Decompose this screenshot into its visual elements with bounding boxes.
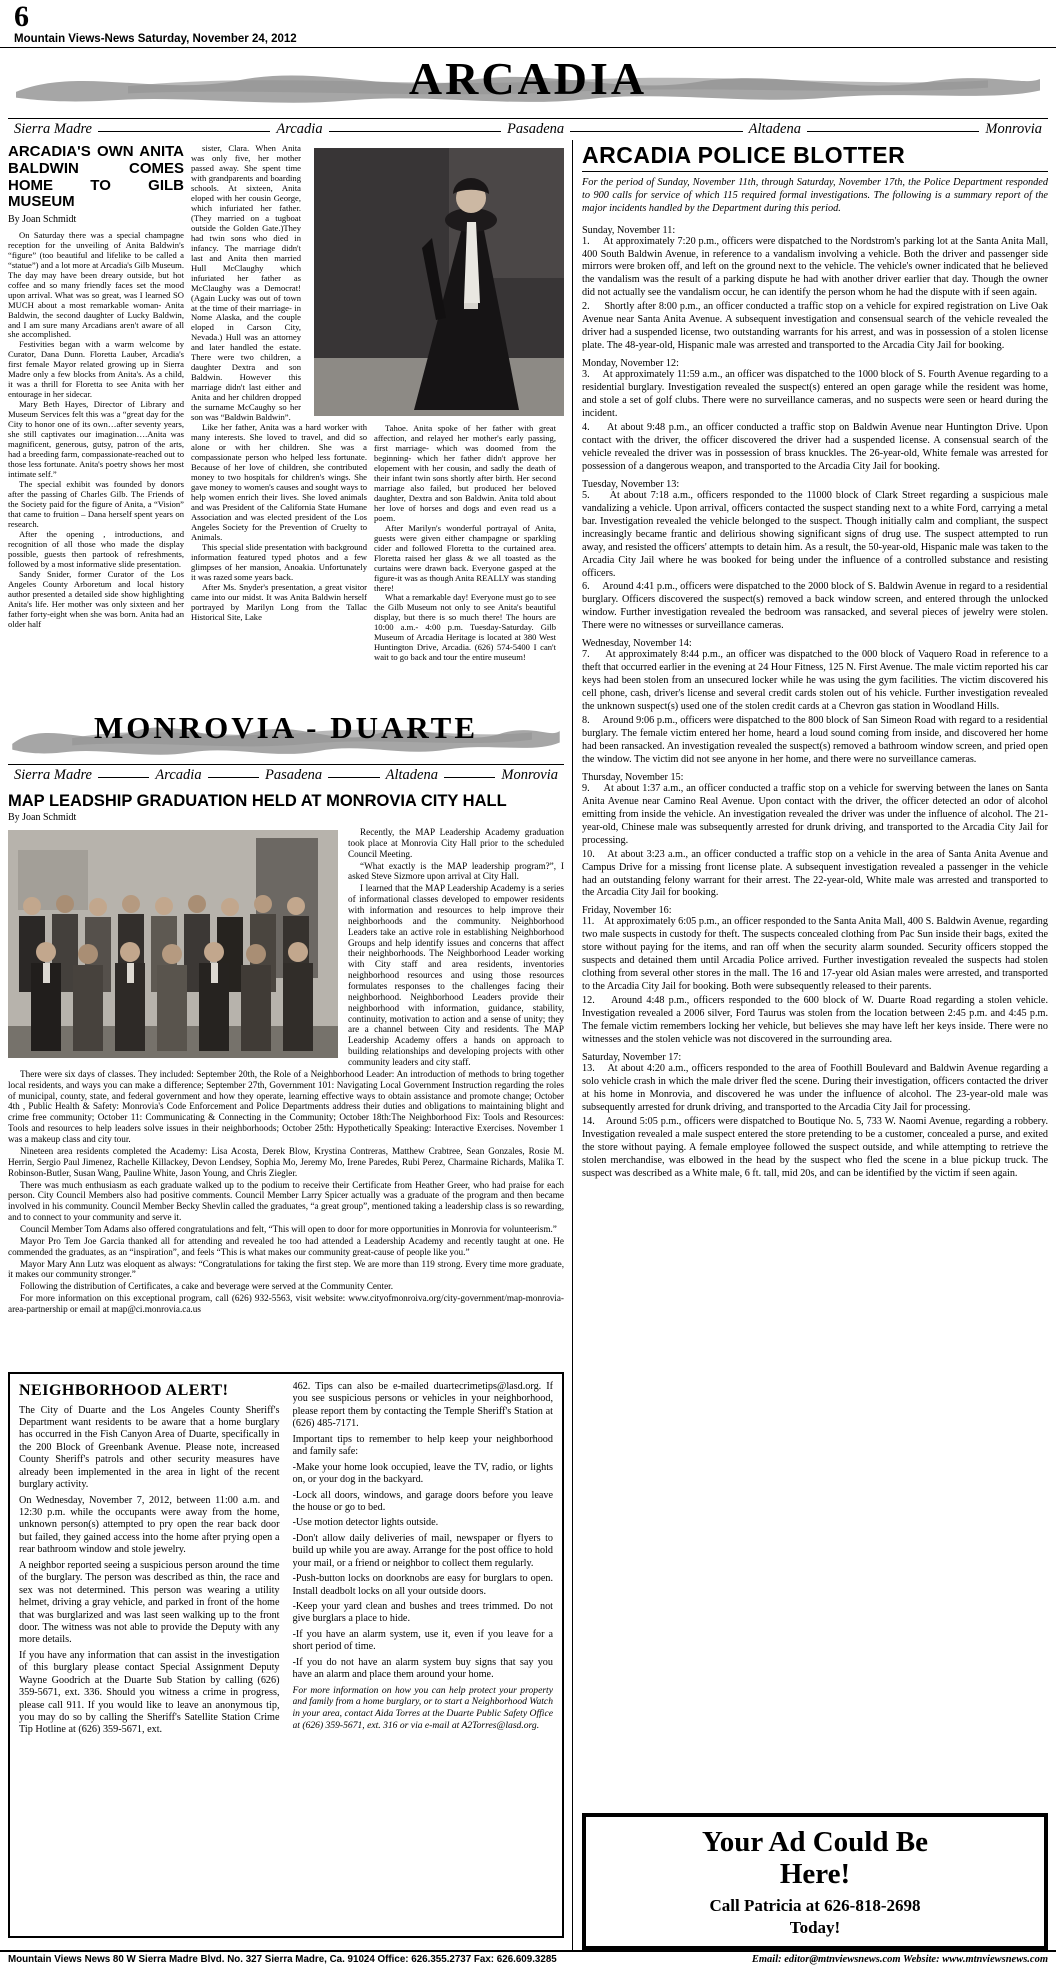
alert-headline: NEIGHBORHOOD ALERT!	[19, 1382, 229, 1399]
main-content	[0, 140, 1056, 1950]
blotter-entry: 13. At about 4:20 a.m., officers responded to the area of Foothill Boulevard and Baldwin Avenue regarding a solo vehicle crash in which the male driver fled the scene. During their investigation, officers contacted the driver at his home in Monrovia, and discovered he was under the influence of alcohol. The 23-year-old male was subsequently arrested for drunk driving, and transported to the Arcadia City Jail for processing.	[582, 1062, 1048, 1113]
banner-rule	[807, 131, 979, 132]
anita-col-1	[8, 144, 184, 696]
alert-col1-text	[19, 1405, 280, 1737]
ad-phone-line: Call Patricia at 626-818-2698	[709, 1896, 921, 1915]
anita-col-3	[374, 144, 556, 696]
article-paragraph: Like her father, Anita was a hard worker with many interests. She loved to travel, and did so alone or with her children. She was a compassionate person who helped less fortunate. Because of her love of children, she contributed money to two hospitals for children's wings. She gave money to women's causes and sought ways to help women enrich their lives. She loved animals and was President of the California State Humane Association and was elected president of the Los Angeles Society for the Prevention of Cruelty to Animals.	[191, 422, 367, 542]
masthead: Mountain Views-News Saturday, November 24, 2012	[14, 33, 297, 45]
banner-rule	[570, 131, 742, 132]
map-graduation-article	[8, 792, 564, 1367]
banner-city-label: Pasadena	[265, 767, 323, 783]
alert-paragraph: -Lock all doors, windows, and garage doors before you leave the house or go to bed.	[292, 1489, 553, 1513]
banner-rule	[444, 777, 495, 778]
blotter-day-heading: Monday, November 12:	[582, 358, 679, 370]
banner-city-label: Altadena	[385, 767, 438, 783]
photo-wrap-spacer	[301, 144, 367, 420]
article-paragraph: Festivities began with a warm welcome by Curator, Dana Dunn. Floretta Lauber, Arcadia's first female Mayor related growing up in Sierra Madre only a few blocks from Anita's. As a child, it was a thrill for Floretta to see Anita with her entourage in her sidecar.	[8, 339, 184, 400]
blotter-entry: 4. At about 9:48 p.m., an officer conducted a traffic stop on Baldwin Avenue near Huntington Drive. Upon contact with the driver, the officer discovered the driver had a suspended license. A consensual search of the vehicle revealed the driver was in possession of brass knuckles. The 26-year-old, White female was arrested for possession of a dangerous weapon, and transported to the Arcadia City Jail for booking.	[582, 421, 1048, 472]
banner-city-label: Pasadena	[507, 121, 565, 137]
banner-rule	[328, 777, 379, 778]
left-column	[8, 140, 572, 1950]
banner-rule	[98, 777, 149, 778]
blotter-entry: 1. At approximately 7:20 p.m., officers were dispatched to the Nordstrom's parking lot at the Santa Anita Mall, 400 South Baldwin Avenue, in reference to a vandalism involving a vehicle. Both the driver and passenger side mirrors were broken off, and left on the ground next to the vehicle. The vehicle's owner indicated that he believed the vandalism was the result of a parking dispute he had with another driver earlier that day. Though the owner did not actually see the vandalism occur, he can identify the person whom he had the dispute with if seen again.	[582, 235, 1048, 299]
alert-paragraph: 462. Tips can also be e-mailed duartecrimetips@lasd.org. If you see suspicious persons or vehicles in your neighborhood, please report them by contacting the Temple Sheriff's Station at (626) 485-7171.	[292, 1381, 553, 1430]
neighborhood-alert-box	[8, 1372, 564, 1938]
article-paragraph: This special slide presentation with background information featured typed photos and a few glimpses of her mansion, Anoakia. Unfortunately it was razed some years back.	[191, 541, 367, 582]
article-paragraph: After the opening , introductions, and recognition of all those who made the display possible, guests then partook of refreshments, followed by a most informative slide presentation.	[8, 528, 184, 569]
banner-city-label: Sierra Madre	[14, 121, 92, 137]
blotter-headline: ARCADIA POLICE BLOTTER	[582, 142, 1048, 172]
alert-paragraph: -Keep your yard clean and bushes and trees trimmed. Do not give burglars a place to hide.	[292, 1601, 553, 1625]
blotter-day-heading: Tuesday, November 13:	[582, 478, 680, 490]
blotter-day-heading: Thursday, November 15:	[582, 771, 684, 783]
article-paragraph: Mary Beth Hayes, Director of Library and Museum Services felt this was a “great day for the City to honor one of its own…after seventy years, she still captivates our imagination….Anita was magnificent, generous, gutsy, patron of the arts, had a breeding farm, compassionate-reached out to those less fortunate. Anita's poetry shows her most intimate self.”	[8, 399, 184, 480]
article-paragraph: Council Member Tom Adams also offered congratulations and felt, “This will open to door for more opportunities in Monrovia for volunteerism.”	[20, 1223, 557, 1234]
banner-city-label: Altadena	[748, 121, 801, 137]
article-paragraph: Nineteen area residents completed the Academy: Lisa Acosta, Derek Blow, Krystina Contreras, Matthew Crabtree, Sean Gonzales, Rosie M. Herrin, Sergio Paul Jimenez, Rachelle Killackey, Devon Lendsey, Sophia Mo, Jeremy Mo, Irene Paredes, Rubi Perez, Charmaine Richards, Malika T. Robinson-Butler, Susan Wang, Pauline White, Jason Young, and Chris Ziegler.	[8, 1145, 564, 1178]
article-paragraph: Sandy Snider, former Curator of the Los Angeles County Arboretum and local history author presented a detailed side show highlighting Anita's life. Her mother was only sixteen and her father forty-eight when she was born. Anita had an older half	[8, 568, 184, 629]
blotter-entry: 7. At approximately 8:44 p.m., an officer was dispatched to the 000 block of Vaquero Road in reference to a theft that occurred earlier in the evening at 24 Hour Fitness, 125 N. First Avenue. The male victim reported his car keys had been stolen from an unsecured locker while he was using the gym facilities. The victim discovered his cell phone, cash, driver's license and several credit cards stolen out of his vehicle. Further investigation revealed the unknown suspect(s) used one of the stolen credit cards at a Chevron gas station in Woodland Hills.	[582, 649, 1048, 713]
anita-col1-text	[8, 231, 184, 630]
blotter-body	[582, 220, 1048, 1182]
anita-col-2	[191, 144, 367, 696]
anita-baldwin-article	[8, 144, 564, 696]
blotter-day-heading: Wednesday, November 14:	[582, 638, 692, 650]
blotter-day-heading: Saturday, November 17:	[582, 1051, 682, 1063]
alert-col2-text	[293, 1381, 554, 1682]
banner-rule	[98, 131, 270, 132]
anita-article-body	[8, 144, 564, 696]
alert-paragraph: -If you do not have an alarm system buy signs that say you have an alarm and place them around your home.	[292, 1656, 553, 1681]
footer-address: Mountain Views News 80 W Sierra Madre Blvd. No. 327 Sierra Madre, Ca. 91024 Office: 626.355.2737 Fax: 626.609.3285	[8, 1954, 557, 1965]
blotter-entry: 14. Around 5:05 p.m., officers were dispatched to Boutique No. 5, 733 W. Naomi Avenue, regarding a robbery. Investigation revealed a male suspect entered the store pretending to be a customer, concealed a purse, and exited the store without paying. A female employee followed the suspect outside, and while attempting to retrieve the stolen merchandise, was elbowed in the head by the suspect who fled the scene in a blue pickup truck. The suspect was described as a White male, 6 ft. tall, mid 20s, and can be identified by the victim if seen again.	[582, 1115, 1048, 1179]
banner-rule	[208, 777, 259, 778]
arcadia-banner-title: ARCADIA	[408, 53, 648, 104]
blotter-entry: 10. At about 3:23 a.m., an officer conducted a traffic stop on a vehicle in the area of Santa Anita Avenue and Campus Drive for a missing front license plate. A subsequent investigation revealed a passenger in the vehicle had an outstanding felony warrant for their arrest. The 22-year-old, White male was arrested and transported to the Arcadia City Jail for booking.	[582, 848, 1048, 899]
article-paragraph: Following the distribution of Certificates, a cake and beverage were served at the Community Center.	[20, 1281, 394, 1292]
alert-contact-note: For more information on how you can help protect your property and family from a home burglary, or to start a Neighborhood Watch in your area, contact Aida Torres at the Duarte Public Safety Office at (626) 359-5671, ext. 316 or via e-mail at A2Torres@lasd.org.	[292, 1684, 553, 1731]
article-paragraph: I learned that the MAP Leadership Academy is a series of informational classes developed to empower residents with information and resources to help improve their neighborhoods and the community. Neighborhood Leaders take an active role in establishing Neighborhood Groups and help identify issues and concerns that affect their neighborhoods. The Neighborhood Leader working with City staff and area residents, inventories neighborhood resources and using those resources formulates responses to the challenges facing their neighborhood. Neighborhood Leaders provide their neighborhood with information, guidance, stability, continuity, motivation to action and a sense of unity; they are a channel between City and residents. The MAP Leadership Academy offers a hands on approach to building relationships and developing projects with other community leaders and city staff.	[348, 883, 564, 1068]
article-paragraph: The special exhibit was founded by donors after the passing of Charles Gilb. The Friends of the Society paid for the figure of Anita, a “Vision” that came to fruition – Dana herself spent years on research.	[8, 479, 184, 529]
article-paragraph: On Saturday there was a special champagne reception for the unveiling of Anita Baldwin's “figure” (too beautiful and lifelike to be called a “statue”) and a lot more at Arcadia's Gilb Museum. The day may have been dreary outside, but hot coffee and so many friendly faces set the mood upon arrival. What was so great, was I learned SO MUCH about a most remarkable woman- Anita Baldwin, the second daughter of Lucky Baldwin, and I am sure many Arcadians aren't aware of all she accomplished.	[8, 229, 184, 340]
blotter-entry: 2. Shortly after 8:00 p.m., an officer conducted a traffic stop on a vehicle for expired registration on Live Oak Avenue near Santa Anita Avenue. A subsequent investigation and consensual search of the vehicle revealed the driver had a suspended license, two outstanding warrants for his arrest, and was in possession of a stolen license plate. The 48-year-old, Hispanic male was arrested and transported to the Arcadia City Jail for booking.	[582, 301, 1048, 352]
alert-paragraph: -If you have an alarm system, use it, even if you leave for a short period of time.	[292, 1628, 553, 1653]
page-header	[0, 0, 1056, 48]
advertisement-box	[582, 1813, 1048, 1950]
banner-city-label: Sierra Madre	[14, 767, 92, 783]
blotter-entry: 12. Around 4:48 p.m., officers responded to the 600 block of W. Duarte Road regarding a stolen vehicle. Investigation revealed a 2006 silver, Ford Taurus was stolen from the location between 2:45 p.m. and 4:45 p.m. The female victim remembers locking her vehicle, but believes she may have left her keys inside. There were no witnesses and the stolen vehicle was not discovered in the surrounding area.	[582, 995, 1048, 1045]
blotter-entry: 8. Around 9:06 p.m., officers were dispatched to the 800 block of San Simeon Road with regard to a residential burglary. The female victim entered her home, heard a loud sound coming from inside, and discovered her home had been ransacked. An investigation revealed the suspect(s) removed a bathroom window screen, and pried open the window. The victim did not see anyone in her home, and there were no surveillance cameras.	[582, 715, 1048, 765]
article-paragraph: Mayor Pro Tem Joe Garcia thanked all for attending and revealed he too had attended a Leadership Academy and recently taught at one. He commended the graduates, as an “inspiration”, and feels “This is what makes our community great-cause of people like you.”	[8, 1235, 564, 1257]
page-number: 6	[14, 0, 29, 33]
alert-paragraph: If you have any information that can assist in the investigation of this burglary please contact Special Assignment Deputy Wayne Goodrich at the Duarte Sub Station by calling (626) 359-5671, ext. 336. Should you witness a crime in progress, please call 911. If you would like to leave an anonymous tip, you may do so by calling the Sheriff's Satellite Station Crime Tip Hotline at (626) 359-5671, ext.	[19, 1649, 280, 1736]
monrovia-duarte-section-banner	[8, 702, 564, 786]
anita-headline: ARCADIA'S OWN ANITA BALDWIN COMES HOME TO GILB MUSEUM	[8, 144, 184, 211]
arcadia-cities-row	[8, 118, 1048, 138]
article-paragraph: sister, Clara. When Anita was only five, her mother passed away. She spent time with grandparents and boarding schools. At sixteen, Anita eloped with her cousin George, which infuriated her father. (They married on a tugboat outside the Golden Gate.)They had twin sons who died in infancy. The marriage didn't last and Anita then married Hull McClaughy which infuriated her father as McClaughy was a Democrat! (Again Lucky was out of town at the time of their marriage- in Nome Alaska, and the couple eloped in Carson City, Nevada.) Hull was an attorney and later handled the estate. There were two children, a daughter Dextra and son Baldwin. However this marriage didn't last either and Anita and her children dropped the surname McCaughy so her son was “Baldwin Baldwin”.	[191, 144, 301, 423]
blotter-entry: 11. At approximately 6:05 p.m., an officer responded to the Santa Anita Mall, 400 S. Baldwin Avenue, regarding two male suspects in custody for theft. The suspects concealed clothing from Pac Sun inside their bags, exited the store without paying for the items, and ran off when the security alarm sounded. Security officers stopped the suspects and detained them until Arcadia Police arrived. Further investigation revealed the suspects had stolen clothing from several other stores in the mall. The 16 and 17-year old Asian males were arrested, and transported to the Arcadia City Jail for booking. Both were subsequently released to their parents.	[582, 916, 1048, 993]
alert-paragraph: -Use motion detector lights outside.	[292, 1517, 439, 1529]
blotter-day-heading: Friday, November 16:	[582, 905, 672, 917]
alert-paragraph: -Make your home look occupied, leave the TV, radio, or lights on, or your dog in the backyard.	[292, 1461, 553, 1486]
alert-col-2	[293, 1381, 554, 1740]
article-paragraph: “What exactly is the MAP leadership program?”, I asked Steve Sizmore upon arrival at City Hall.	[348, 860, 564, 882]
article-paragraph: After Ms. Snyder's presentation, a great visitor came into our midst. It was Anita Baldwin herself portrayed by Marilyn Long from the Tallac Historical Site, Lake	[191, 581, 367, 622]
graduation-group-photo	[8, 830, 338, 1058]
ad-line-4: Today!	[789, 1918, 841, 1937]
arcadia-section-banner	[8, 50, 1048, 140]
banner-city-label: Arcadia	[276, 121, 323, 137]
map-headline: MAP LEADSHIP GRADUATION HELD AT MONROVIA CITY HALL	[8, 792, 507, 810]
banner-city-label: Monrovia	[501, 767, 559, 783]
blotter-entry: 9. At about 1:37 a.m., an officer conducted a traffic stop on a vehicle for swerving between the lanes on Santa Anita Avenue near Camino Real Avenue. Upon contact with the driver, the officer detected an odor of alcohol emitting from inside the vehicle. An investigation revealed the driver was under the influence of alcohol. The 21-year-old, Chinese male was subsequently arrested for drunk driving, and transported to the Arcadia City Jail for processing.	[582, 782, 1048, 846]
footer-contact: Email: editor@mtnviewsnews.com Website: www.mtnviewsnews.com	[751, 1954, 1048, 1965]
article-paragraph: There were six days of classes. They included: September 20th, the Role of a Neighborhood Leader: An introduction of methods to bring together local residents, and ways you can make a difference; September 27th, Government 101: Navigating Local Government Instruction regarding the roles of municipal, county, state, and federal government and how they operate, learning effective ways to obtain assistance and promote change; October 4th , Public Health & Safety: Monrovia's Code Enforcement and Police Departments address their duties and obligations to maintaining blight and crime free community; October 11: Communicating & Connecting in the Community; October 18th:The Neighborhood Fix: Tools and Resources: Tools and resources to help leaders solve issues in their neighborhoods; October 25th: Hypothetically Speaking: Interactive Exercises. November 1 was a makeup class and city tour.	[8, 1068, 564, 1145]
blotter-day-heading: Sunday, November 11:	[582, 224, 676, 236]
police-blotter-column	[572, 140, 1048, 1950]
blotter-entry: 5. At about 7:18 a.m., officers responded to the 11000 block of Clark Street regarding a suspicious male vandalizing a vehicle. Upon arrival, officers contacted the suspect standing next to a white Ford, carrying a metal bar. Investigation revealed the vehicle belonged to the suspect. Though initially calm and compliant, the suspect increasingly became frantic and delirious showing significant signs of drug use. The suspect attempted to run away, and resisted the officers' attempts to detain him. As a result, the 50-year-old, Hispanic male was taken to the Arcadia City Jail where he was booked for being under the influence of a controlled substance and resisting officers.	[582, 489, 1048, 579]
alert-paragraph: Important tips to remember to help keep your neighborhood and family safe:	[292, 1433, 553, 1458]
blotter-entry: 3. At approximately 11:59 a.m., an officer was dispatched to the 1000 block of S. Fourth Avenue regarding to a residential burglary. Investigation revealed the suspect(s) entered an open garage while the resident was home, and stole a set of golf clubs. There were no surveillance cameras, and no suspects were seen or heard during the incident.	[582, 369, 1048, 420]
alert-columns	[19, 1381, 553, 1740]
article-paragraph: After Marilyn's wonderful portrayal of Anita, guests were given either champagne or sparkling cider and followed Floretta to the curtained area. Floretta raised her glass & we all toasted as the curtains were drawn back. Everyone gasped at the figure-it was as though Anita REALLY was standing there!	[374, 522, 556, 593]
banner-city-label: Monrovia	[985, 121, 1043, 137]
article-paragraph: There was much enthusiasm as each graduate walked up to the podium to receive their Certificate from Heather Greer, who had praise for each person. City Council Members also had positive comments. Council Member Larry Spicer actually was a graduate of the program and then became involved in his community. Council Member Becky Shevlin called the graduates, “a great group”, mentioned taking a leadership class is so rewarding, and to connect to your community and serve it.	[8, 1179, 564, 1223]
alert-paragraph: The City of Duarte and the Los Angeles County Sheriff's Department want residents to be aware that a home burglary has occurred in the Fish Canyon Area of Duarte, specifically in the 200 Block of Greenbank Avenue. Please note, increased County Sheriff's patrols and other security measures have already been implemented in the area in light of the recent burglary activity.	[19, 1404, 280, 1491]
alert-paragraph: On Wednesday, November 7, 2012, between 11:00 a.m. and 12:30 p.m. while the occupants were away from the home, unknown person(s) attempted to pry open the rear back door but failed, they gained access into the home after prying open a rear bathroom window and stole jewelry.	[19, 1494, 280, 1556]
article-paragraph: Mayor Mary Ann Lutz was eloquent as always: “Congratulations for taking the first step. We are more than 119 strong. Every time more graduate, it makes our community stronger.”	[8, 1258, 564, 1280]
article-paragraph: Tahoe. Anita spoke of her father with great affection, and relayed her mother's early passing, first marriage- which was doomed from the beginning- which her father didn't approve her elopement with her cousin, and sadly the death of their infant twin sons shortly after birth. Her second marriage also failed, but produced her beloved daughter, Dextra and son Baldwin. Anita told about her love of horses and dogs and even read us a poem.	[374, 423, 556, 523]
map-article-body	[8, 827, 564, 1367]
page-footer	[0, 1950, 1056, 1967]
alert-paragraph: -Push-button locks on doorknobs are easy for burglars to open. Install deadbolt locks on all your outside doors.	[292, 1573, 553, 1597]
article-paragraph: What a remarkable day! Everyone must go to see the Gilb Museum not only to see Anita's beautiful display, but there is so much there! The hours are 10:00 a.m.- 4:00 p.m. Tuesday-Saturday. Gilb Museum of Arcadia Heritage is located at 380 West Huntington Drive, Arcadia. (626) 574-5400 I can't wait to go back and tour the entire museum!	[374, 592, 556, 663]
monrovia-banner-title: MONROVIA - DUARTE	[93, 710, 479, 745]
alert-paragraph: -Don't allow daily deliveries of mail, newspaper or flyers to build up while you are away. Arrange for the post office to hold your mail, or a friend or neighbor to collect them regularly.	[292, 1532, 553, 1569]
ad-line-2: Here!	[779, 1857, 851, 1890]
banner-rule	[329, 131, 501, 132]
monrovia-cities-row	[8, 764, 564, 784]
map-byline: By Joan Schmidt	[8, 812, 77, 823]
blotter-intro: For the period of Sunday, November 11th, through Saturday, November 17th, the Police Department responded to 900 calls for service of which 115 required formal investigations. The following is a summary report of the major incidents handled by the Department during this period.	[582, 177, 1048, 214]
ad-line-1: Your Ad Could Be	[702, 1826, 928, 1859]
anita-byline: By Joan Schmidt	[8, 214, 77, 226]
article-paragraph: For more information on this exceptional program, call (626) 932-5563, visit website: www.cityofmonroiva.org/city-government/map-monrovia-area-partnership or email at map@ci.monrovia.ca.us	[8, 1293, 564, 1314]
banner-city-label: Arcadia	[155, 767, 202, 783]
blotter-entry: 6. Around 4:41 p.m., officers were dispatched to the 2000 block of S. Baldwin Avenue in regard to a residential burglary. Officers discovered the suspect(s) removed a back window screen, and entered through the unlocked window. Further investigation revealed the bedroom was ransacked, and several pieces of jewelry were stolen. There were no witnesses or surveillance cameras.	[582, 581, 1048, 632]
article-paragraph: Recently, the MAP Leadership Academy graduation took place at Monrovia City Hall prior to the scheduled Council Meeting.	[348, 827, 564, 859]
alert-paragraph: A neighbor reported seeing a suspicious person around the time of the burglary. The person was described as thin, the race and sex was not determined. This person was wearing a utility helmet, driving a gray vehicle, and parked in front of the home that was burglarized and was last seen walking up to the front door. The witness was not able to provide the Deputy with any more details.	[19, 1559, 280, 1646]
alert-col-1	[19, 1381, 280, 1740]
